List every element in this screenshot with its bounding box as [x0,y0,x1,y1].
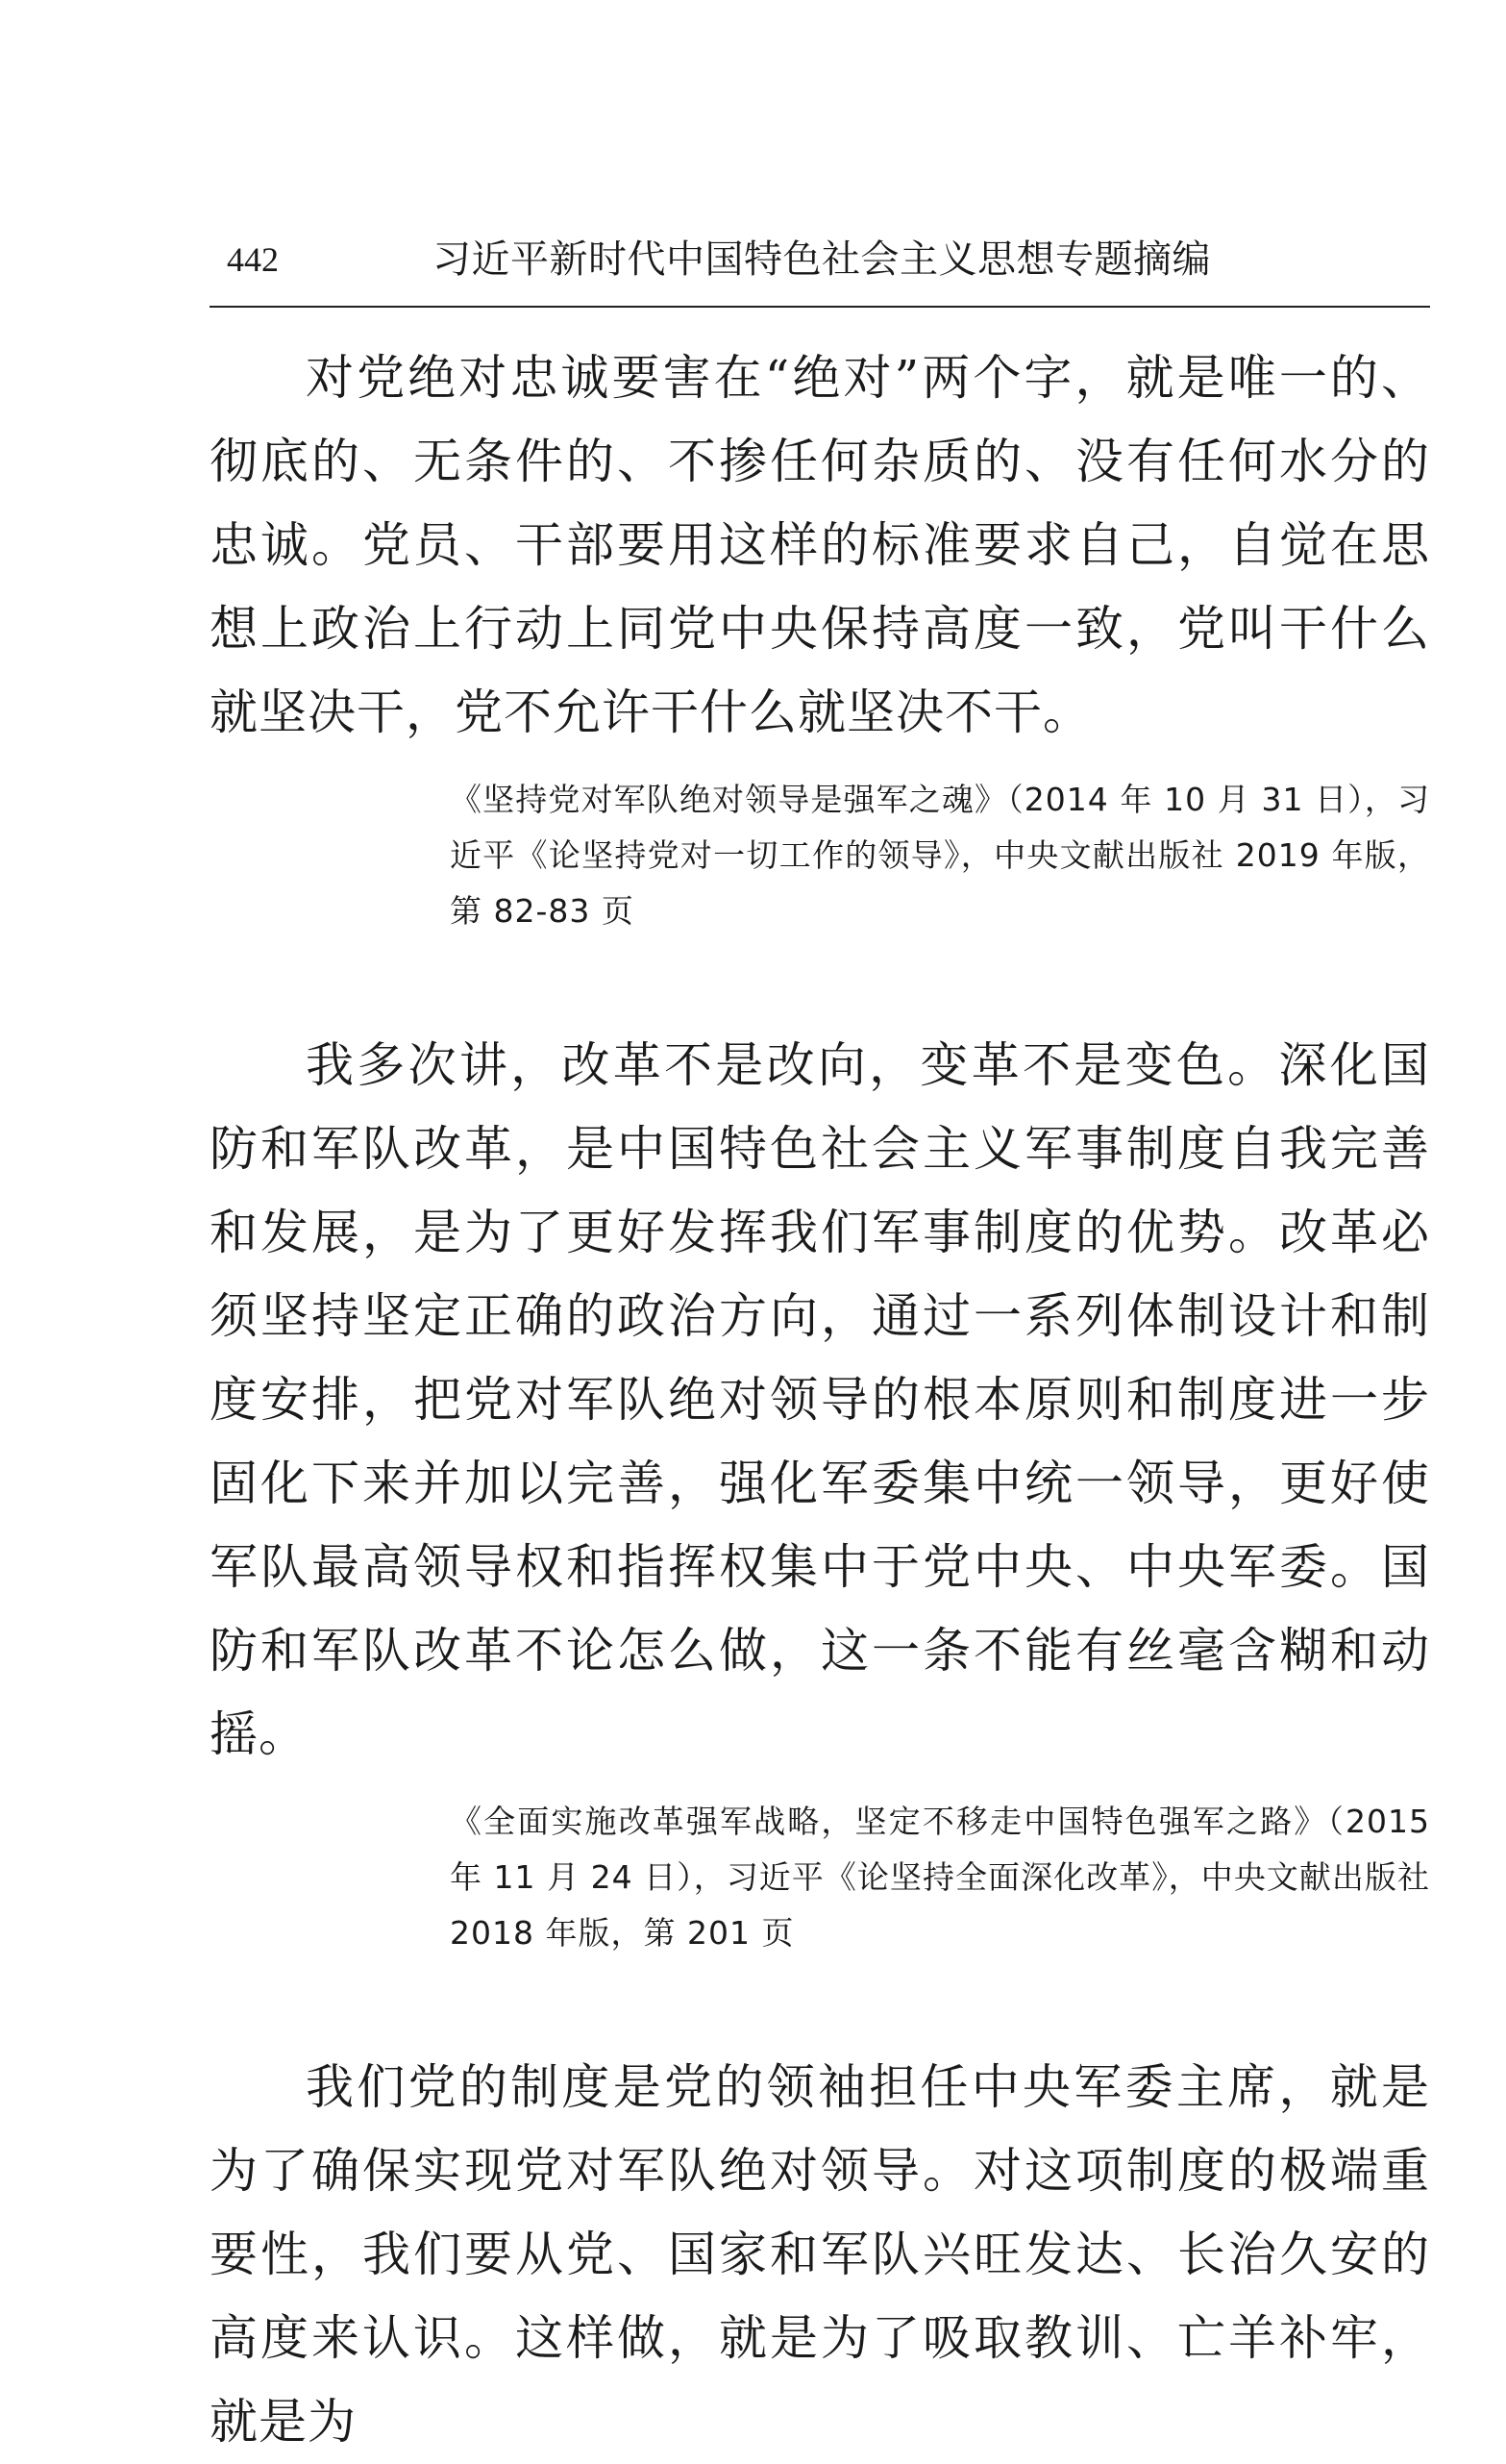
citation-1: 《坚持党对军队绝对领导是强军之魂》（2014 年 10 月 31 日），习近平《论坚持党对一切工作的领导》，中央文献出版社 2019 年版，第 82-83 页 [450,781,1430,930]
citation-2: 《全面实施改革强军战略，坚定不移走中国特色强军之路》（2015 年 11 月 24 日），习近平《论坚持全面深化改革》，中央文献出版社 2018 年版，第 201 页 [450,1803,1430,1952]
body-paragraph-3: 我们党的制度是党的领袖担任中央军委主席，就是为了确保实现党对军队绝对领导。对这项制度的极端重要性，我们要从党、国家和军队兴旺发达、长治久安的高度来认识。这样做，就是为了吸取教训、亡羊补牢，就是为 [210,2059,1430,2450]
page-body [210,336,1430,2464]
page-header [210,231,1430,308]
body-paragraph-1: 对党绝对忠诚要害在“绝对”两个字，就是唯一的、彻底的、无条件的、不掺任何杂质的、没有任何水分的忠诚。党员、干部要用这样的标准要求自己，自觉在思想上政治上行动上同党中央保持高度一致，党叫干什么就坚决干，党不允许干什么就坚决不干。 [210,350,1430,740]
running-title: 习近平新时代中国特色社会主义思想专题摘编 [432,237,1211,282]
section-gap [210,939,1430,1024]
section-gap [210,1961,1430,2046]
page-number: 442 [227,240,279,279]
body-paragraph-2: 我多次讲，改革不是改向，变革不是变色。深化国防和军队改革，是中国特色社会主义军事制度自我完善和发展，是为了更好发挥我们军事制度的优势。改革必须坚持坚定正确的政治方向，通过一系列体制设计和制度安排，把党对军队绝对领导的根本原则和制度进一步固化下来并加以完善，强化军委集中统一领导，更好使军队最高领导权和指挥权集中于党中央、中央军委。国防和军队改革不论怎么做，这一条不能有丝毫含糊和动摇。 [210,1037,1430,1762]
